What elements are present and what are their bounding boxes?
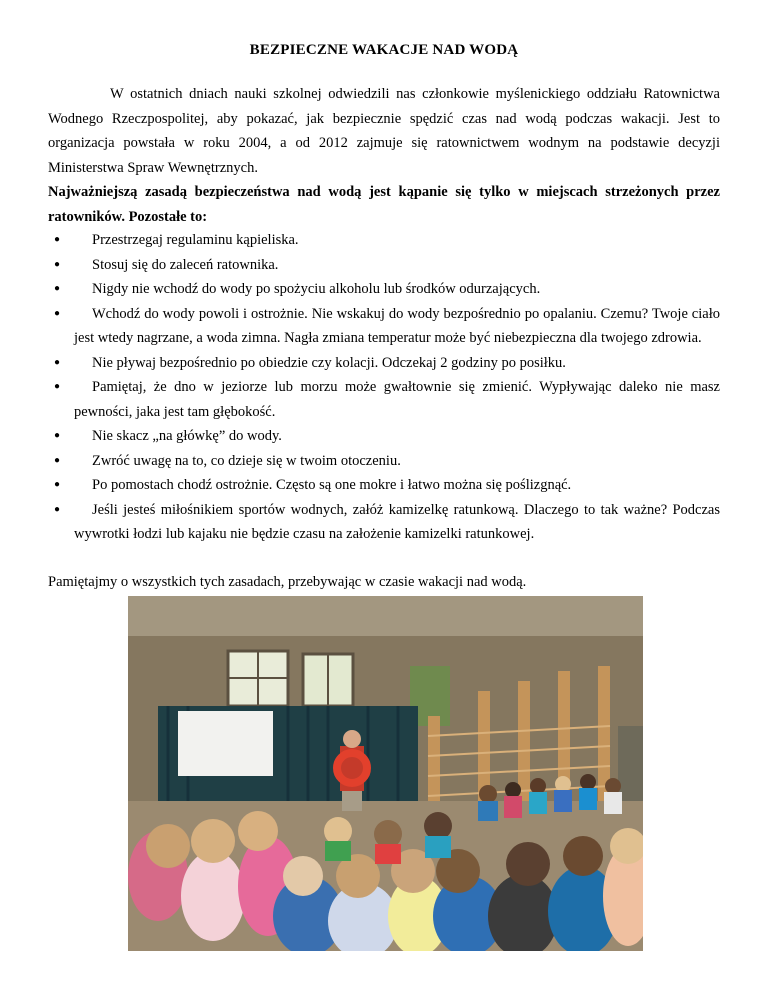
event-photo [128,596,643,951]
list-item: ● Jeśli jesteś miłośnikiem sportów wodnych, załóż kamizelkę ratunkową. Dlaczego to tak ważne? Podczas wywrotki łodzi lub kajaku nie będzie czasu na założenie kamizelki ratunkowej. [48,498,720,547]
list-item: ● Nigdy nie wchodź do wody po spożyciu alkoholu lub środków odurzających. [48,277,720,302]
photo-gym-rescuer-children-icon [128,596,643,951]
key-rule-paragraph: Najważniejszą zasadą bezpieczeństwa nad wodą jest kąpanie się tylko w miejscach strzeżonych przez ratowników. Pozostałe to: [48,184,720,225]
list-item: ● Stosuj się do zaleceń ratownika. [48,253,720,278]
bullet-icon: ● [54,430,61,441]
list-item: ● Przestrzegaj regulaminu kąpieliska. [48,228,720,253]
intro-paragraph: W ostatnich dniach nauki szkolnej odwiedzili nas członkowie myślenickiego oddziału Ratownictwa Wodnego Rzeczpospolitej, aby pokazać, jak bezpiecznie spędzić czas nad wodą podczas wakacji. Jest to organizacja powstała w roku 2004, a od 2012 zajmuje się ratownictwem wodnym na podstawie decyzji Ministerstwa Spraw Wewnętrznych. [48,86,720,176]
list-item: ● Nie skacz „na główkę” do wody. [48,424,720,449]
bullet-icon: ● [54,258,61,270]
bullet-icon: ● [54,454,61,466]
list-item: ● Po pomostach chodź ostrożnie. Często są one mokre i łatwo można się poślizgnąć. [48,473,720,498]
bullet-icon: ● [54,503,61,515]
bullet-icon: ● [54,381,61,392]
list-item: ● Wchodź do wody powoli i ostrożnie. Nie wskakuj do wody bezpośrednio po opalaniu. Czemu? Twoje ciało jest wtedy nagrzane, a woda zimna. Nagła zmiana temperatur może być niebezpieczna dla twojego zdrowia. [48,302,720,351]
bullet-icon: ● [54,283,61,294]
list-item: ● Zwróć uwagę na to, co dzieje się w twoim otoczeniu. [48,449,720,474]
bullet-icon: ● [54,479,61,490]
bullet-icon: ● [54,234,61,245]
rules-list [48,228,720,547]
bullet-icon: ● [54,356,61,368]
list-item: ● Pamiętaj, że dno w jeziorze lub morzu może gwałtownie się zmienić. Wypływając daleko nie masz pewności, jaka jest tam głębokość. [48,375,720,424]
closing-paragraph: Pamiętajmy o wszystkich tych zasadach, przebywając w czasie wakacji nad wodą. [48,574,527,590]
list-item: ● Nie pływaj bezpośrednio po obiedzie czy kolacji. Odczekaj 2 godziny po posiłku. [48,351,720,376]
page-title: BEZPIECZNE WAKACJE NAD WODĄ [249,42,519,58]
bullet-icon: ● [54,307,61,319]
